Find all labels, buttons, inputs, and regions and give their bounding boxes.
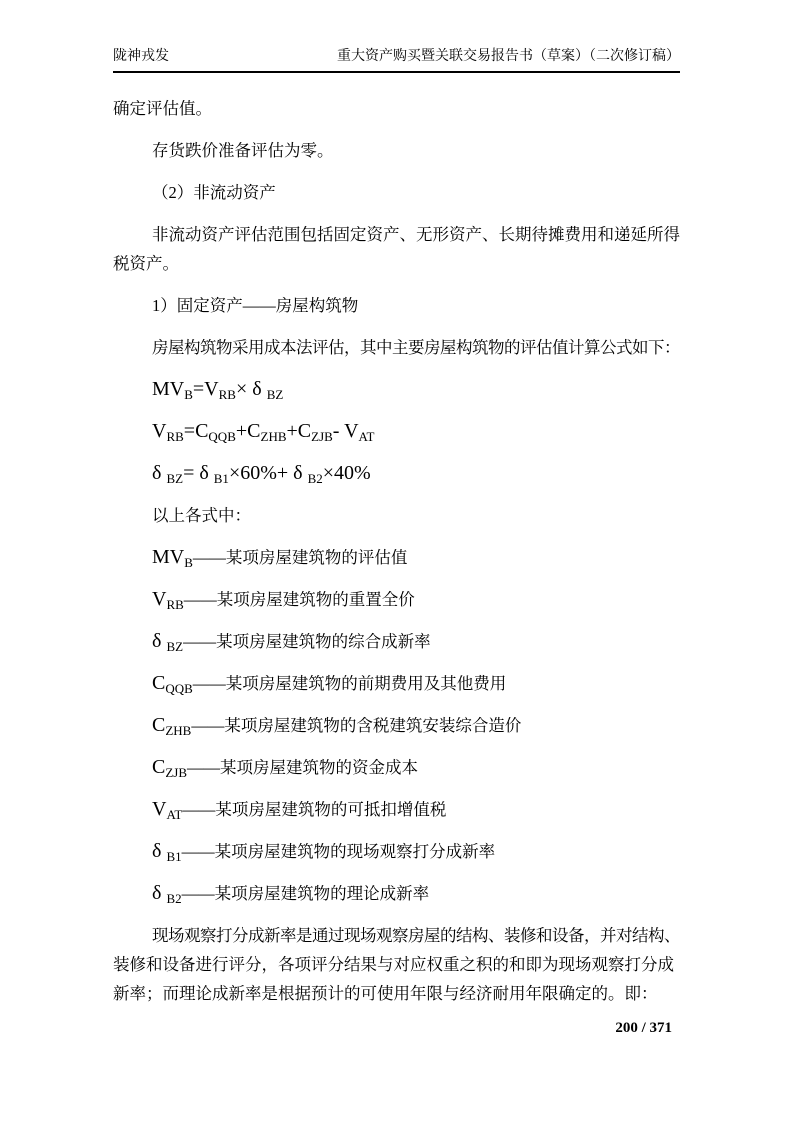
formula-run: BZ (166, 639, 184, 654)
paragraph (113, 711, 680, 740)
formula-run: RB (166, 597, 184, 612)
formula-run: ×40% (322, 462, 371, 484)
formula-run: BZ (166, 471, 184, 486)
paragraph (113, 417, 680, 446)
formula-run: = δ (183, 462, 214, 484)
formula-run: δ (152, 882, 167, 904)
paragraph (113, 94, 680, 123)
paragraph (113, 136, 680, 165)
formula-run: ZHB (165, 723, 192, 738)
text-run: ——某项房屋建筑物的含税建筑安装综合造价 (191, 716, 522, 735)
text-line (113, 178, 680, 207)
formula-run: ×60%+ δ (228, 462, 308, 484)
paragraph (113, 921, 680, 1008)
text-line (113, 795, 680, 824)
formula-run: B2 (166, 891, 182, 906)
paragraph (113, 501, 680, 530)
paragraph (113, 178, 680, 207)
paragraph (113, 333, 680, 362)
text-line (113, 543, 680, 572)
paragraph (113, 543, 680, 572)
text-line (113, 94, 680, 123)
text-run: 存货跌价准备评估为零。 (152, 141, 334, 160)
paragraph (113, 459, 680, 488)
formula-run: B1 (213, 471, 229, 486)
text-line (113, 837, 680, 866)
formula-run: × δ (235, 378, 267, 400)
formula-run: +C (235, 420, 261, 442)
paragraph (113, 753, 680, 782)
text-line (113, 220, 680, 249)
paragraph (113, 375, 680, 404)
text-run: ——某项房屋建筑物的资金成本 (187, 758, 419, 777)
page-footer (113, 1018, 680, 1038)
text-run: 1）固定资产——房屋构筑物 (152, 296, 359, 315)
text-run: 以上各式中： (152, 506, 251, 525)
text-line (113, 753, 680, 782)
paragraph (113, 795, 680, 824)
paragraph (113, 627, 680, 656)
text-line (113, 136, 680, 165)
text-line (113, 249, 680, 278)
text-run: ——某项房屋建筑物的理论成新率 (181, 884, 430, 903)
formula-run: MV (152, 546, 185, 568)
formula-line (113, 459, 680, 488)
text-line (113, 291, 680, 320)
formula-line (113, 375, 680, 404)
text-line (113, 921, 680, 950)
text-line (113, 950, 680, 979)
paragraph (113, 879, 680, 908)
formula-run: =C (183, 420, 209, 442)
formula-run: ZJB (311, 429, 333, 444)
formula-run: C (152, 756, 166, 778)
formula-run: +C (286, 420, 312, 442)
formula-run: B1 (166, 849, 182, 864)
paragraph (113, 220, 680, 278)
formula-run: RB (218, 387, 236, 402)
formula-run: =V (192, 378, 219, 400)
formula-run: AT (166, 807, 183, 822)
formula-run: MV (152, 378, 185, 400)
text-run: （2）非流动资产 (152, 183, 276, 202)
text-run: 新率；而理论成新率是根据预计的可使用年限与经济耐用年限确定的。即： (113, 984, 658, 1003)
formula-run: V (152, 420, 167, 442)
text-run: 确定评估值。 (113, 99, 212, 118)
formula-run: AT (358, 429, 375, 444)
page-number: 200 / 371 (615, 1020, 672, 1036)
paragraph (113, 291, 680, 320)
formula-run: BZ (266, 387, 284, 402)
formula-run: V (152, 588, 167, 610)
text-line (113, 669, 680, 698)
formula-run: δ (152, 840, 167, 862)
formula-run: C (152, 672, 166, 694)
text-run: ——某项房屋建筑物的评估值 (192, 548, 408, 567)
formula-run: δ (152, 630, 167, 652)
formula-run: RB (166, 429, 184, 444)
text-line (113, 333, 680, 362)
formula-line (113, 417, 680, 446)
text-run: ——某项房屋建筑物的前期费用及其他费用 (192, 674, 507, 693)
text-line (113, 501, 680, 530)
paragraph (113, 585, 680, 614)
formula-run: B (184, 555, 193, 570)
page-header (113, 48, 680, 73)
formula-run: QQB (165, 681, 193, 696)
formula-run: ZHB (260, 429, 287, 444)
formula-run: B2 (307, 471, 323, 486)
paragraph (113, 837, 680, 866)
text-line (113, 711, 680, 740)
formula-run: - V (332, 420, 359, 442)
header-report-title: 重大资产购买暨关联交易报告书（草案）（二次修订稿） (337, 49, 680, 64)
text-line (113, 979, 680, 1008)
formula-run: B (184, 387, 193, 402)
text-run: 税资产。 (113, 254, 179, 273)
formula-run: QQB (208, 429, 236, 444)
document-body (113, 94, 680, 1008)
formula-run: V (152, 798, 167, 820)
text-run: 现场观察打分成新率是通过现场观察房屋的结构、装修和设备，并对结构、 (152, 926, 680, 945)
text-line (113, 627, 680, 656)
text-run: 房屋构筑物采用成本法评估，其中主要房屋构筑物的评估值计算公式如下： (152, 338, 680, 357)
text-line (113, 879, 680, 908)
text-run: 非流动资产评估范围包括固定资产、无形资产、长期待摊费用和递延所得 (152, 225, 680, 244)
header-company-name: 陇神戎发 (113, 49, 169, 64)
formula-run: ZJB (165, 765, 188, 780)
text-run: 装修和设备进行评分，各项评分结果与对应权重之积的和即为现场观察打分成 (113, 955, 674, 974)
formula-run: C (152, 714, 166, 736)
text-run: ——某项房屋建筑物的综合成新率 (183, 632, 431, 651)
text-line (113, 585, 680, 614)
paragraph (113, 669, 680, 698)
text-run: ——某项房屋建筑物的现场观察打分成新率 (181, 842, 496, 861)
text-run: ——某项房屋建筑物的可抵扣增值税 (182, 800, 447, 819)
formula-run: δ (152, 462, 167, 484)
text-run: ——某项房屋建筑物的重置全价 (183, 590, 415, 609)
